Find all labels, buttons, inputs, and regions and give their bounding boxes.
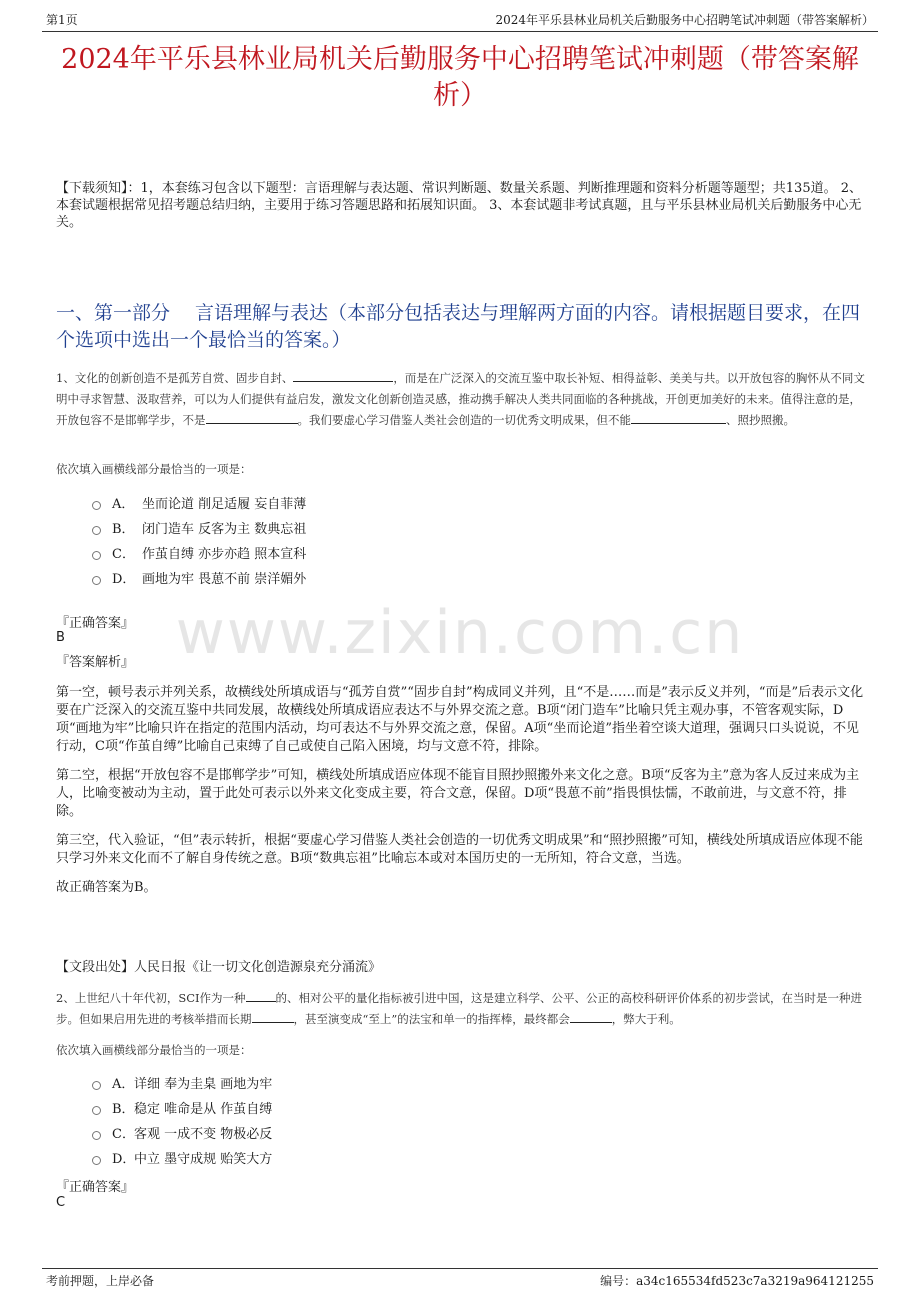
question-1-options bbox=[92, 492, 306, 592]
page-header bbox=[42, 10, 878, 32]
source-citation: 【文段出处】人民日报《让一切文化创造源泉充分涌流》 bbox=[56, 960, 382, 975]
radio-button[interactable] bbox=[92, 1081, 101, 1090]
question-2-part-1: 2、上世纪八十年代初，SCI作为一种 bbox=[56, 991, 246, 1005]
header-doc-title: 2024年平乐县林业局机关后勤服务中心招聘笔试冲刺题（带答案解析） bbox=[495, 13, 874, 27]
question-1-part-1: 1、文化的创新创造不是孤芳自赏、固步自封、 bbox=[56, 371, 294, 385]
analysis-paragraph: 第一空，顿号表示并列关系，故横线处所填成语与“孤芳自赏”“固步自封”构成同义并列，且“不是……而是”表示反义并列，“而是”后表示文化要在广泛深入的交流互鉴中共同发展，故横线处所填成语应表达不与外界交流之意。B项“闭门造车”比喻只凭主观办事，不管客观实际，D项“画地为牢”比喻只许在指定的范围内活动，均可表达不与外界交流之意，保留。A项“坐而论道”指坐着空谈大道理，强调只口头说说，不见行动，C项“作茧自缚”比喻自己束缚了自己或使自己陷入困境，均与文意不符，排除。 bbox=[56, 685, 864, 754]
option-text: 画地为牢 畏葸不前 崇洋媚外 bbox=[142, 572, 307, 587]
option-letter: D． bbox=[112, 572, 136, 587]
analysis-paragraph: 第三空，代入验证，“但”表示转折，根据“要虚心学习借鉴人类社会创造的一切优秀文明成果”和“照抄照搬”可知，横线处所填成语应体现不能只学习外来文化而不了解自身传统之意。B项“数典忘祖”比喻忘本或对本国历史的一无所知，符合文意，当选。 bbox=[56, 833, 863, 866]
correct-answer-value: B bbox=[56, 630, 65, 645]
option-letter: A． bbox=[112, 497, 135, 512]
answer-blank bbox=[246, 990, 276, 1002]
radio-button[interactable] bbox=[92, 1106, 101, 1115]
option-d[interactable] bbox=[92, 567, 306, 592]
option-text: 闭门造车 反客为主 数典忘祖 bbox=[142, 522, 307, 537]
radio-button[interactable] bbox=[92, 551, 101, 560]
answer-blank bbox=[631, 412, 726, 424]
question-2-options bbox=[92, 1072, 272, 1172]
question-1-part-2: ，而是在广泛深入的交流互鉴中取长补短、相得益彰、美美与共。以开放包容的胸怀从不同文明中寻求智慧、汲取营养，可以为人们提供有益启发，激发文化创新创造灵感，推动携手解决人类共同面临的各种挑战，开创更加美好的未来。值得注意的是，开放包容不是邯郸学步，不是 bbox=[56, 371, 865, 427]
option-c[interactable] bbox=[92, 1122, 272, 1147]
radio-button[interactable] bbox=[92, 576, 101, 585]
question-1-text bbox=[56, 368, 870, 431]
analysis-paragraph: 第二空，根据“开放包容不是邯郸学步”可知，横线处所填成语应体现不能盲目照抄照搬外来文化之意。B项“反客为主”意为客人反过来成为主人，比喻变被动为主动，置于此处可表示以外来文化变成主要，符合文意，保留。D项“畏葸不前”指畏惧怯懦，不敢前进，与文意不符，排除。 bbox=[56, 768, 860, 819]
option-a[interactable] bbox=[92, 1072, 272, 1097]
question-2-part-2: 的、相对公平的量化指标被引进中国，这是建立科学、公平、公正的高校科研评价体系的初步尝试，在当时是一种进步。但如果启用先进的考核举措而长期 bbox=[56, 991, 863, 1026]
radio-button[interactable] bbox=[92, 1131, 101, 1140]
option-text: 稳定 唯命是从 作茧自缚 bbox=[134, 1102, 273, 1117]
page-number: 第1页 bbox=[46, 13, 78, 27]
option-letter: C． bbox=[112, 547, 135, 562]
correct-answer-label: 『正确答案』 bbox=[56, 616, 135, 631]
option-letter: D． bbox=[112, 1152, 136, 1167]
answer-blank bbox=[206, 412, 298, 424]
radio-button[interactable] bbox=[92, 501, 101, 510]
radio-button[interactable] bbox=[92, 526, 101, 535]
correct-answer-value: C bbox=[56, 1195, 66, 1210]
answer-blank bbox=[293, 370, 393, 382]
option-c[interactable] bbox=[92, 542, 306, 567]
option-text: 详细 奉为圭臬 画地为牢 bbox=[134, 1077, 273, 1092]
question-1-part-3: 。我们要虚心学习借鉴人类社会创造的一切优秀文明成果，但不能 bbox=[297, 413, 631, 427]
question-2-prompt: 依次填入画横线部分最恰当的一项是： bbox=[56, 1043, 252, 1057]
footer-slogan: 考前押题，上岸必备 bbox=[46, 1274, 155, 1288]
option-letter: A． bbox=[112, 1077, 135, 1092]
analysis-label: 『答案解析』 bbox=[56, 655, 135, 670]
option-letter: B． bbox=[112, 1102, 135, 1117]
question-1-prompt: 依次填入画横线部分最恰当的一项是： bbox=[56, 462, 252, 476]
option-text: 坐而论道 削足适履 妄自菲薄 bbox=[142, 497, 307, 512]
option-text: 作茧自缚 亦步亦趋 照本宣科 bbox=[142, 547, 307, 562]
option-letter: C． bbox=[112, 1127, 135, 1142]
question-2-part-3: ，甚至演变成“至上”的法宝和单一的指挥棒，最终都会 bbox=[293, 1012, 570, 1026]
option-d[interactable] bbox=[92, 1147, 272, 1172]
correct-answer-label: 『正确答案』 bbox=[56, 1180, 135, 1195]
radio-button[interactable] bbox=[92, 1156, 101, 1165]
footer-doc-id: 编号：a34c165534fd523c7a3219a964121255 bbox=[600, 1274, 874, 1288]
option-b[interactable] bbox=[92, 1097, 272, 1122]
option-text: 客观 一成不变 物极必反 bbox=[134, 1127, 273, 1142]
option-letter: B． bbox=[112, 522, 135, 537]
watermark: www.zixin.com.cn bbox=[175, 598, 745, 668]
question-1-part-4: 、照抄照搬。 bbox=[726, 413, 795, 427]
analysis-conclusion: 故正确答案为B。 bbox=[56, 880, 157, 895]
download-notice: 【下载须知】：1，本套练习包含以下题型：言语理解与表达题、常识判断题、数量关系题、判断推理题和资料分析题等题型；共135道。 2、本套试题根据常见招考题总结归纳，主要用于练习答题思路和拓展知识面。 3、本套试题非考试真题，且与平乐县林业局机关后勤服务中心无关。 bbox=[56, 181, 862, 230]
page-footer bbox=[42, 1268, 878, 1290]
section-heading: 一、第一部分 言语理解与表达（本部分包括表达与理解两方面的内容。请根据题目要求，在四个选项中选出一个最恰当的答案。） bbox=[56, 302, 861, 351]
answer-blank bbox=[252, 1011, 294, 1023]
analysis-block bbox=[56, 684, 870, 908]
question-2-part-4: ，弊大于利。 bbox=[611, 1012, 681, 1026]
question-2-text bbox=[56, 988, 870, 1030]
answer-blank bbox=[570, 1011, 612, 1023]
option-text: 中立 墨守成规 贻笑大方 bbox=[134, 1152, 273, 1167]
option-a[interactable] bbox=[92, 492, 306, 517]
option-b[interactable] bbox=[92, 517, 306, 542]
document-title: 2024年平乐县林业局机关后勤服务中心招聘笔试冲刺题（带答案解析） bbox=[61, 44, 859, 111]
